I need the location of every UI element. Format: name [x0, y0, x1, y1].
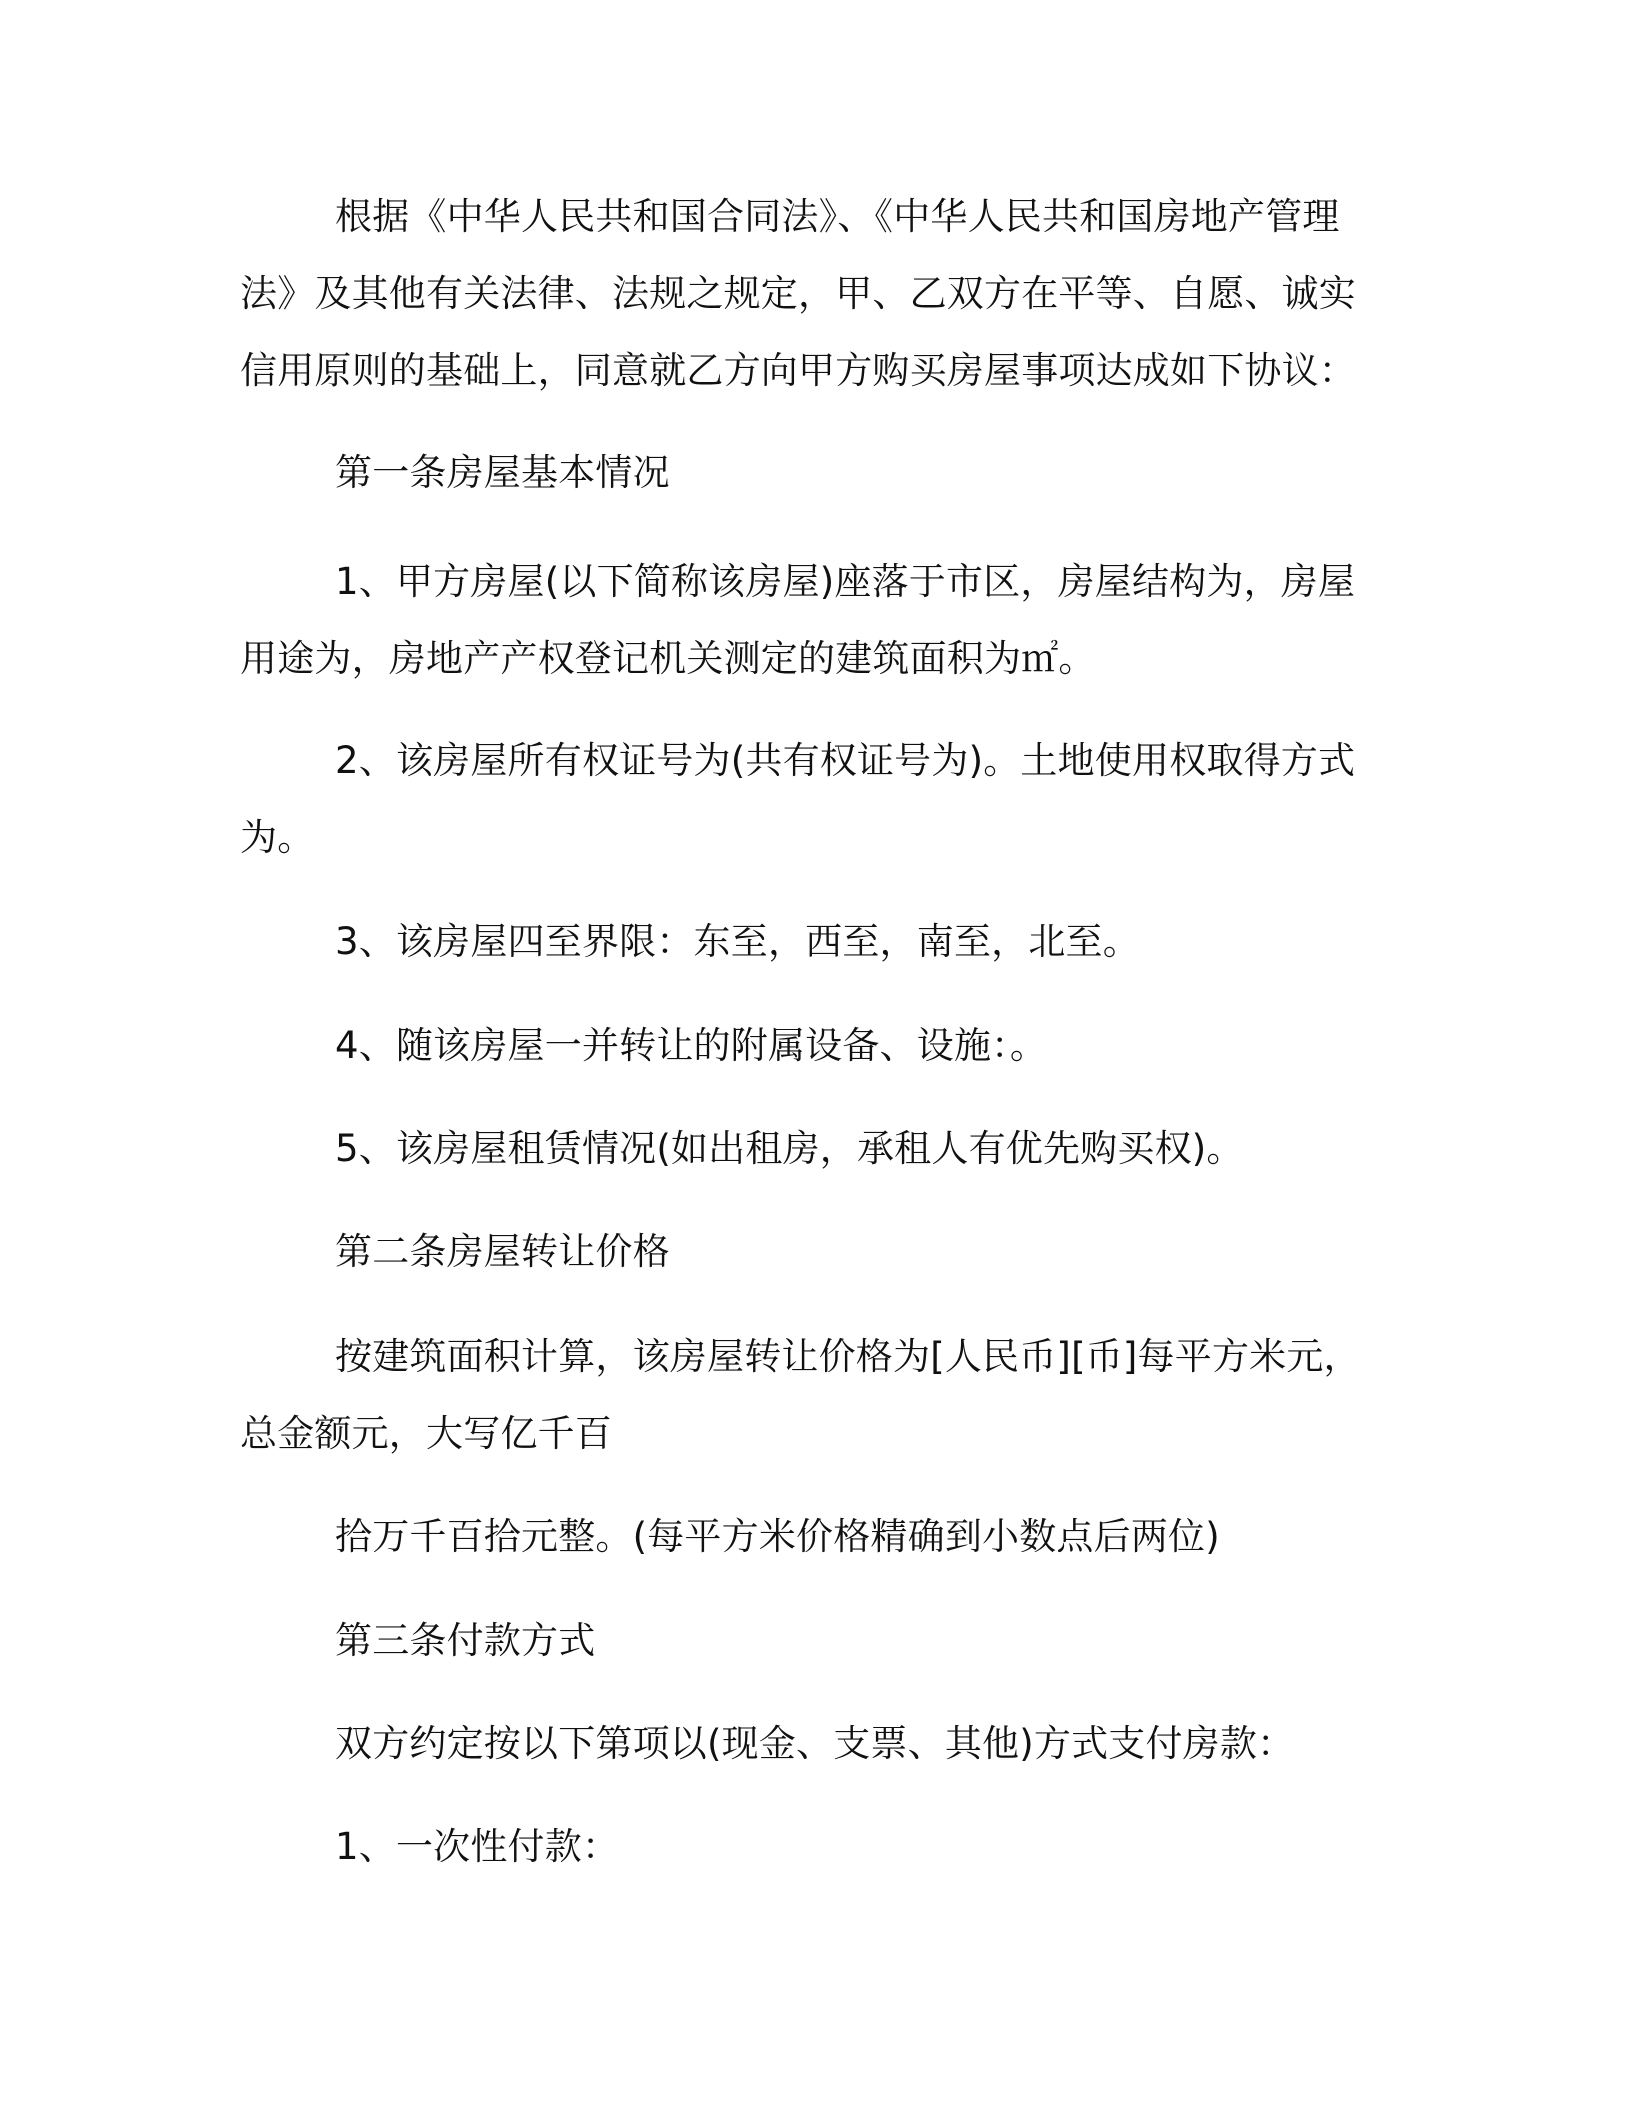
paragraph-line: 5、该房屋租赁情况(如出租房，承租人有优先购买权)。	[335, 1127, 1244, 1170]
paragraph-line: 双方约定按以下第项以(现金、支票、其他)方式支付房款：	[335, 1722, 1295, 1765]
paragraph-line: 1、甲方房屋(以下简称该房屋)座落于市区，房屋结构为，房屋	[335, 560, 1356, 603]
article-one-item-2	[240, 722, 1390, 876]
paragraph-line: 1、一次性付款：	[335, 1825, 620, 1868]
article-one-item-1	[240, 543, 1390, 697]
article-one-heading	[240, 434, 1390, 511]
paragraph-line: 第一条房屋基本情况	[335, 451, 670, 494]
paragraph-line: 根据《中华人民共和国合同法》、《中华人民共和国房地产管理	[335, 195, 1340, 238]
paragraph-line: 拾万千百拾元整。(每平方米价格精确到小数点后两位)	[335, 1515, 1220, 1558]
paragraph-line: 按建筑面积计算，该房屋转让价格为[人民币][币]每平方米元，	[335, 1335, 1361, 1378]
paragraph-line: 第二条房屋转让价格	[335, 1230, 670, 1273]
paragraph-line: 用途为，房地产产权登记机关测定的建筑面积为㎡。	[240, 637, 1096, 680]
article-one-item-5	[240, 1110, 1390, 1187]
paragraph-line: 2、该房屋所有权证号为(共有权证号为)。土地使用权取得方式	[335, 739, 1356, 782]
intro-paragraph	[240, 178, 1390, 409]
price-amount-paragraph	[240, 1498, 1390, 1575]
price-paragraph	[240, 1318, 1390, 1472]
paragraph-line: 总金额元，大写亿千百	[240, 1412, 612, 1455]
paragraph-line: 法》及其他有关法律、法规之规定，甲、乙双方在平等、自愿、诚实	[240, 272, 1356, 315]
payment-method-paragraph	[240, 1705, 1390, 1782]
article-one-item-4	[240, 1007, 1390, 1084]
paragraph-line: 为。	[240, 816, 315, 859]
paragraph-line: 3、该房屋四至界限：东至，西至，南至，北至。	[335, 920, 1140, 963]
paragraph-line: 第三条付款方式	[335, 1619, 596, 1662]
article-three-heading	[240, 1602, 1390, 1679]
paragraph-line: 4、随该房屋一并转让的附属设备、设施：。	[335, 1024, 1048, 1067]
article-two-heading	[240, 1213, 1390, 1290]
paragraph-line: 信用原则的基础上，同意就乙方向甲方购买房屋事项达成如下协议：	[240, 349, 1356, 392]
payment-item-1	[240, 1808, 1390, 1885]
article-one-item-3	[240, 903, 1390, 980]
